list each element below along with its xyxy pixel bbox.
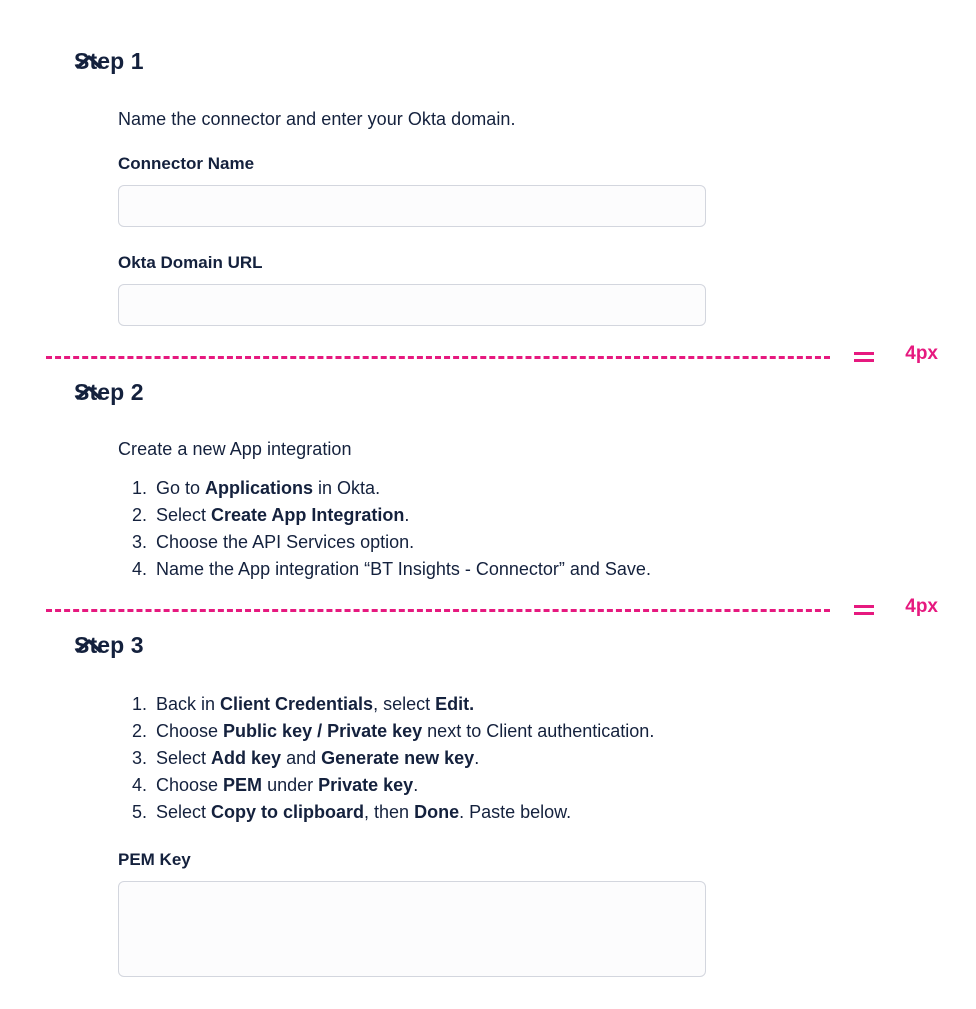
step-3-title: Step 3 [74,632,144,658]
step-3-body [14,691,962,977]
list-item: 3. Select Add key and Generate new key. [152,745,942,772]
spacing-tick-icon [854,352,874,355]
chevron-up-icon[interactable] [76,54,102,70]
chevron-up-icon[interactable] [76,385,102,401]
list-item: 3. Choose the API Services option. [152,529,942,556]
step-1-body [14,109,962,326]
list-item: 1. Go to Applications in Okta. [152,475,942,502]
spacing-label: 4px [905,343,938,364]
step-2-title: Step 2 [74,379,144,405]
step-2-header[interactable] [14,379,962,406]
connector-name-label: Connector Name [118,154,255,173]
spacing-label: 4px [905,596,938,617]
step-1-section [14,0,962,326]
spacing-tick-icon [854,605,874,608]
step-2-description: Create a new App integration [118,439,352,459]
page-content [14,0,962,1009]
step-2-body [14,439,962,583]
list-item: 2. Choose Public key / Private key next to Client authentication. [152,718,942,745]
okta-domain-url-label: Okta Domain URL [118,253,263,272]
step-3-header[interactable] [14,632,962,659]
list-item: 5. Select Copy to clipboard, then Done. Paste below. [152,799,942,826]
step-2-instruction-list [118,475,942,583]
okta-domain-url-input[interactable] [118,284,706,326]
list-item: 4. Name the App integration “BT Insights - Connector” and Save. [152,556,942,583]
chevron-up-icon[interactable] [76,638,102,654]
connector-name-input[interactable] [118,185,706,227]
list-item: 1. Back in Client Credentials, select Edit. [152,691,942,718]
step-1-description: Name the connector and enter your Okta domain. [118,109,516,129]
list-item: 2. Select Create App Integration. [152,502,942,529]
step-1-title: Step 1 [74,48,144,74]
step-3-instruction-list [118,691,942,826]
list-item: 4. Choose PEM under Private key. [152,772,942,799]
step-3-section [14,610,962,977]
step-1-header[interactable] [14,48,962,75]
pem-key-label: PEM Key [118,850,191,869]
pem-key-input[interactable] [118,881,706,977]
step-2-section [14,357,962,583]
